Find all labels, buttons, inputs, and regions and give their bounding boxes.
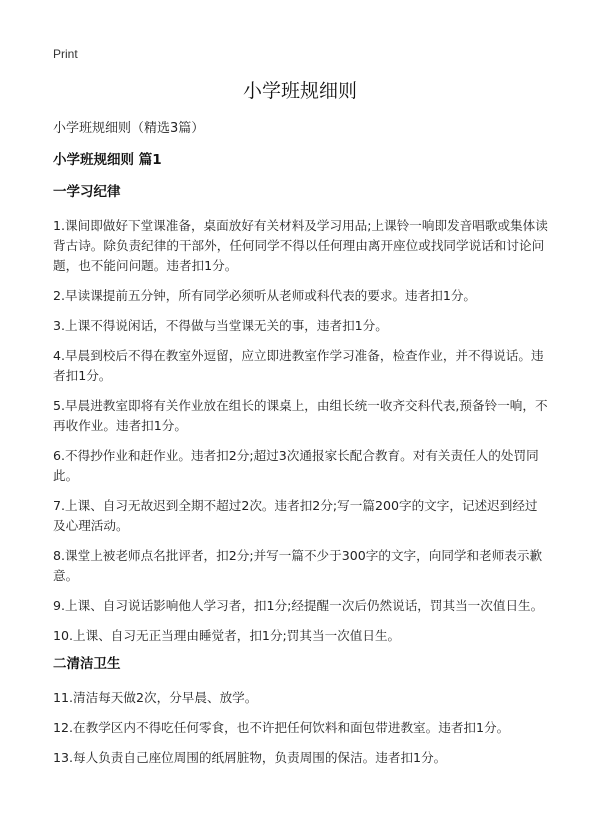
section-heading-hygiene: 二清洁卫生 — [53, 656, 121, 672]
rule-item: 10.上课、自习无正当理由睡觉者，扣1分;罚其当一次值日生。 — [53, 628, 401, 643]
rule-item: 8.课堂上被老师点名批评者，扣2分;并写一篇不少于300字的文字，向同学和老师表示歉意。 — [53, 548, 543, 583]
rule-item: 5.早晨进教室即将有关作业放在组长的课桌上，由组长统一收齐交科代表,预备铃一响，不再收作业。违者扣1分。 — [53, 398, 548, 433]
document-body — [53, 120, 550, 778]
rule-item: 7.上课、自习无故迟到全期不超过2次。违者扣2分;写一篇200字的文字，记述迟到经过及心理活动。 — [53, 498, 538, 533]
print-label[interactable]: Print — [53, 47, 78, 61]
page-title: 小学班规细则 — [242, 80, 357, 102]
rule-item: 9.上课、自习说话影响他人学习者，扣1分;经提醒一次后仍然说话，罚其当一次值日生。 — [53, 598, 544, 613]
rule-item: 11.清洁每天做2次，分早晨、放学。 — [53, 690, 258, 705]
article-heading: 小学班规细则 篇1 — [53, 152, 162, 168]
section-heading-discipline: 一学习纪律 — [53, 184, 121, 200]
rule-item: 3.上课不得说闲话，不得做与当堂课无关的事，违者扣1分。 — [53, 318, 388, 333]
rule-item: 13.每人负责自己座位周围的纸屑脏物，负责周围的保洁。违者扣1分。 — [53, 750, 447, 765]
rule-item: 12.在教学区内不得吃任何零食，也不许把任何饮料和面包带进教室。违者扣1分。 — [53, 720, 510, 735]
rule-item: 6.不得抄作业和赶作业。违者扣2分;超过3次通报家长配合教育。对有关责任人的处罚同此。 — [53, 448, 539, 483]
rule-item: 2.早读课提前五分钟，所有同学必须听从老师或科代表的要求。违者扣1分。 — [53, 288, 477, 303]
rule-item: 4.早晨到校后不得在教室外逗留，应立即进教室作学习准备，检查作业，并不得说话。违者扣1分。 — [53, 348, 544, 383]
document-subtitle: 小学班规细则（精选3篇） — [53, 121, 205, 136]
rule-item: 1.课间即做好下堂课准备，桌面放好有关材料及学习用品;上课铃一响即发音唱歌或集体读背古诗。除负责纪律的干部外，任何同学不得以任何理由离开座位或找同学说话和讨论问题，也不能问问题。违者扣1分。 — [53, 218, 548, 273]
